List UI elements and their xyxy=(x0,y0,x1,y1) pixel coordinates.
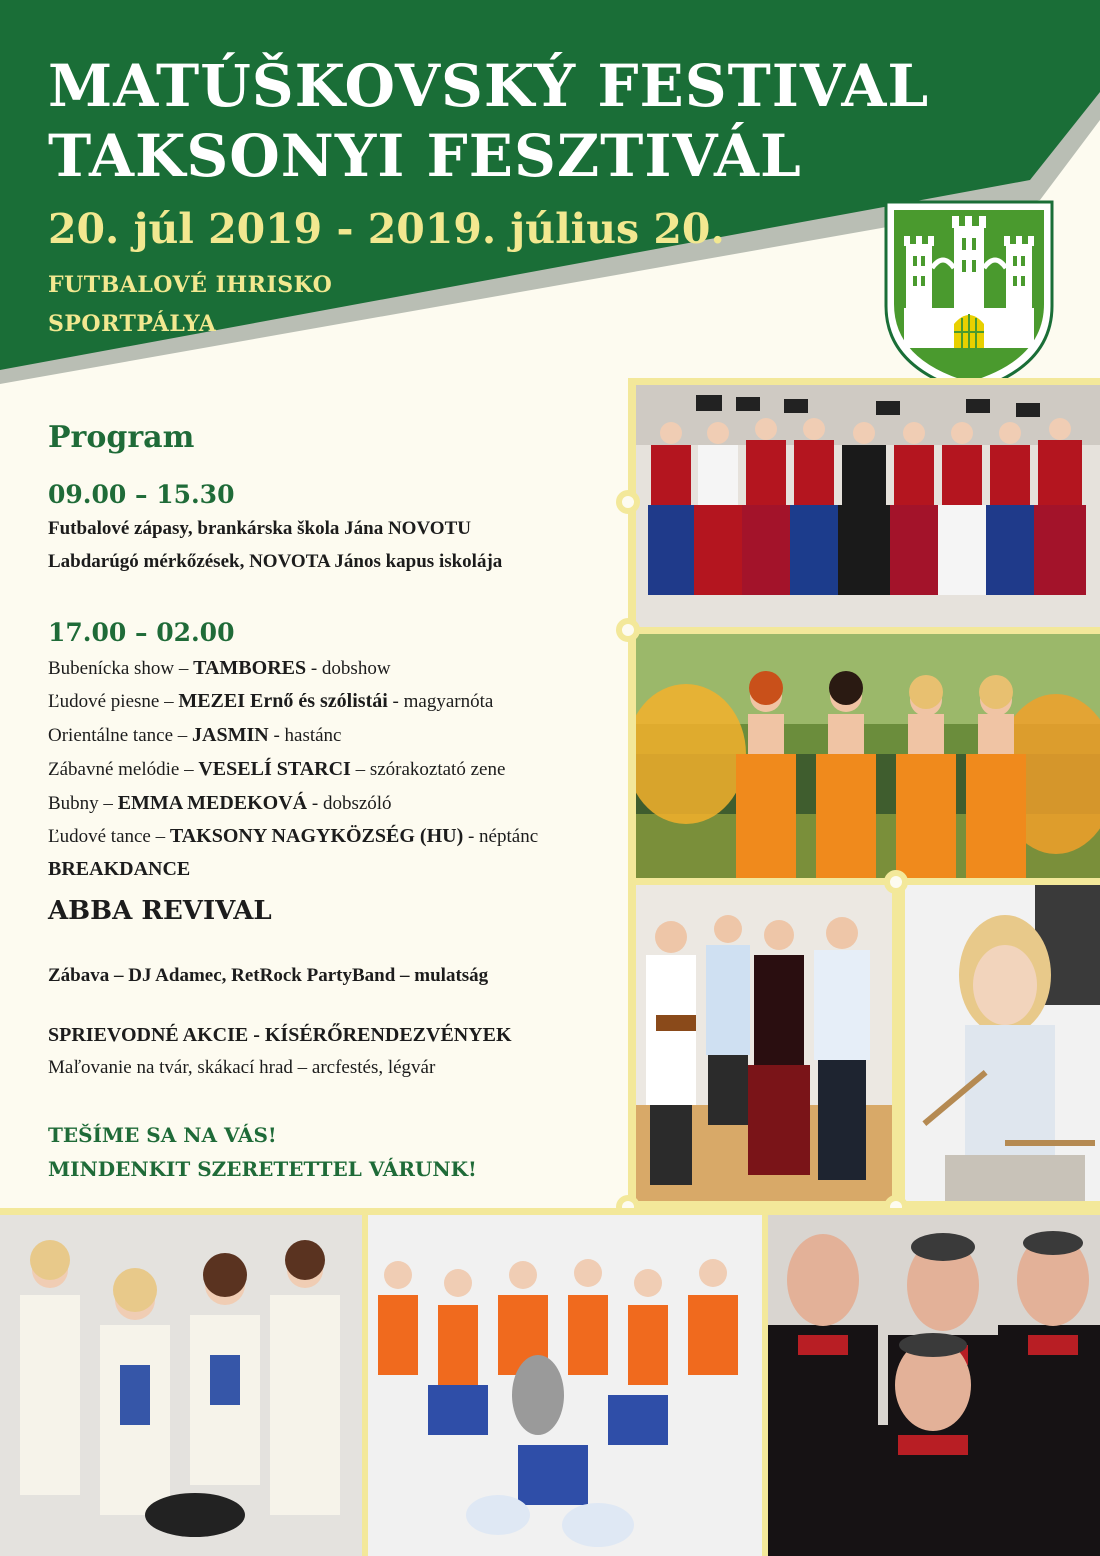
festival-date: 20. júl 2019 - 2019. július 20. xyxy=(48,205,725,253)
title-slovak: MATÚŠKOVSKÝ FESTIVAL xyxy=(48,52,930,120)
time-block-1: 09.00 – 15.30 xyxy=(48,480,235,509)
program-item xyxy=(48,825,538,848)
time-block-2: 17.00 – 02.00 xyxy=(48,618,235,647)
sports-line-hungarian: Labdarúgó mérkőzések, NOVOTA János kapus iskolája xyxy=(48,551,503,572)
item-performer: TAMBORES xyxy=(193,657,307,679)
title-hungarian: TAKSONYI FESZTIVÁL xyxy=(48,122,802,190)
extras-heading: SPRIEVODNÉ AKCIE - KÍSÉRŐRENDEZVÉNYEK xyxy=(48,1024,512,1046)
item-genre-hu: - hastánc xyxy=(268,725,342,746)
folk-dancers-photo xyxy=(636,385,1100,627)
item-genre: Bubny – xyxy=(48,793,118,814)
program-item xyxy=(48,690,493,713)
decor-dot xyxy=(616,618,640,642)
abba-revival-photo xyxy=(0,1215,362,1556)
program-item xyxy=(48,758,505,781)
abba-revival-item: ABBA REVIVAL xyxy=(48,896,272,926)
item-genre: Ľudové tance – xyxy=(48,826,170,847)
item-genre-hu: - dobshow xyxy=(306,658,391,679)
item-genre-hu: - magyarnóta xyxy=(387,691,494,712)
program-item xyxy=(48,657,391,680)
item-genre: Zábavné melódie – xyxy=(48,759,199,780)
extras-line: Maľovanie na tvár, skákací hrad – arcfestés, légvár xyxy=(48,1057,436,1078)
folk-band-photo xyxy=(636,885,892,1201)
item-performer: VESELÍ STARCI xyxy=(198,758,351,780)
closing-hungarian: MINDENKIT SZERETETTEL VÁRUNK! xyxy=(48,1157,477,1181)
item-performer: JASMIN xyxy=(192,724,269,746)
venue-slovak: FUTBALOVÉ IHRISKO xyxy=(48,272,333,298)
program-item xyxy=(48,724,342,747)
sports-line-slovak: Futbalové zápasy, brankárska škola Jána NOVOTU xyxy=(48,518,471,539)
program-item xyxy=(48,792,392,815)
tambores-photo xyxy=(368,1215,762,1556)
item-genre-hu: – szórakoztató zene xyxy=(350,759,506,780)
item-performer: EMMA MEDEKOVÁ xyxy=(117,792,308,814)
program-heading: Program xyxy=(48,420,195,455)
decor-dot xyxy=(884,870,908,894)
venue-hungarian: SPORTPÁLYA xyxy=(48,311,217,337)
coat-of-arms-icon xyxy=(880,196,1058,396)
item-genre: Bubenícka show – xyxy=(48,658,194,679)
item-performer: TAKSONY NAGYKÖZSÉG (HU) xyxy=(169,825,464,847)
party-item: Zábava – DJ Adamec, RetRock PartyBand – mulatság xyxy=(48,965,489,986)
belly-dancers-photo xyxy=(636,634,1100,878)
item-genre-hu: - dobszóló xyxy=(307,793,392,814)
veseli-starci-photo xyxy=(768,1215,1100,1556)
breakdance-item: BREAKDANCE xyxy=(48,858,191,880)
item-performer: MEZEI Ernő és szólistái xyxy=(178,690,388,712)
item-genre: Ľudové piesne – xyxy=(48,691,179,712)
closing-slovak: TEŠÍME SA NA VÁS! xyxy=(48,1123,277,1147)
item-genre-hu: - néptánc xyxy=(463,826,539,847)
item-genre: Orientálne tance – xyxy=(48,725,193,746)
decor-dot xyxy=(616,490,640,514)
girl-drummer-photo xyxy=(905,885,1100,1201)
